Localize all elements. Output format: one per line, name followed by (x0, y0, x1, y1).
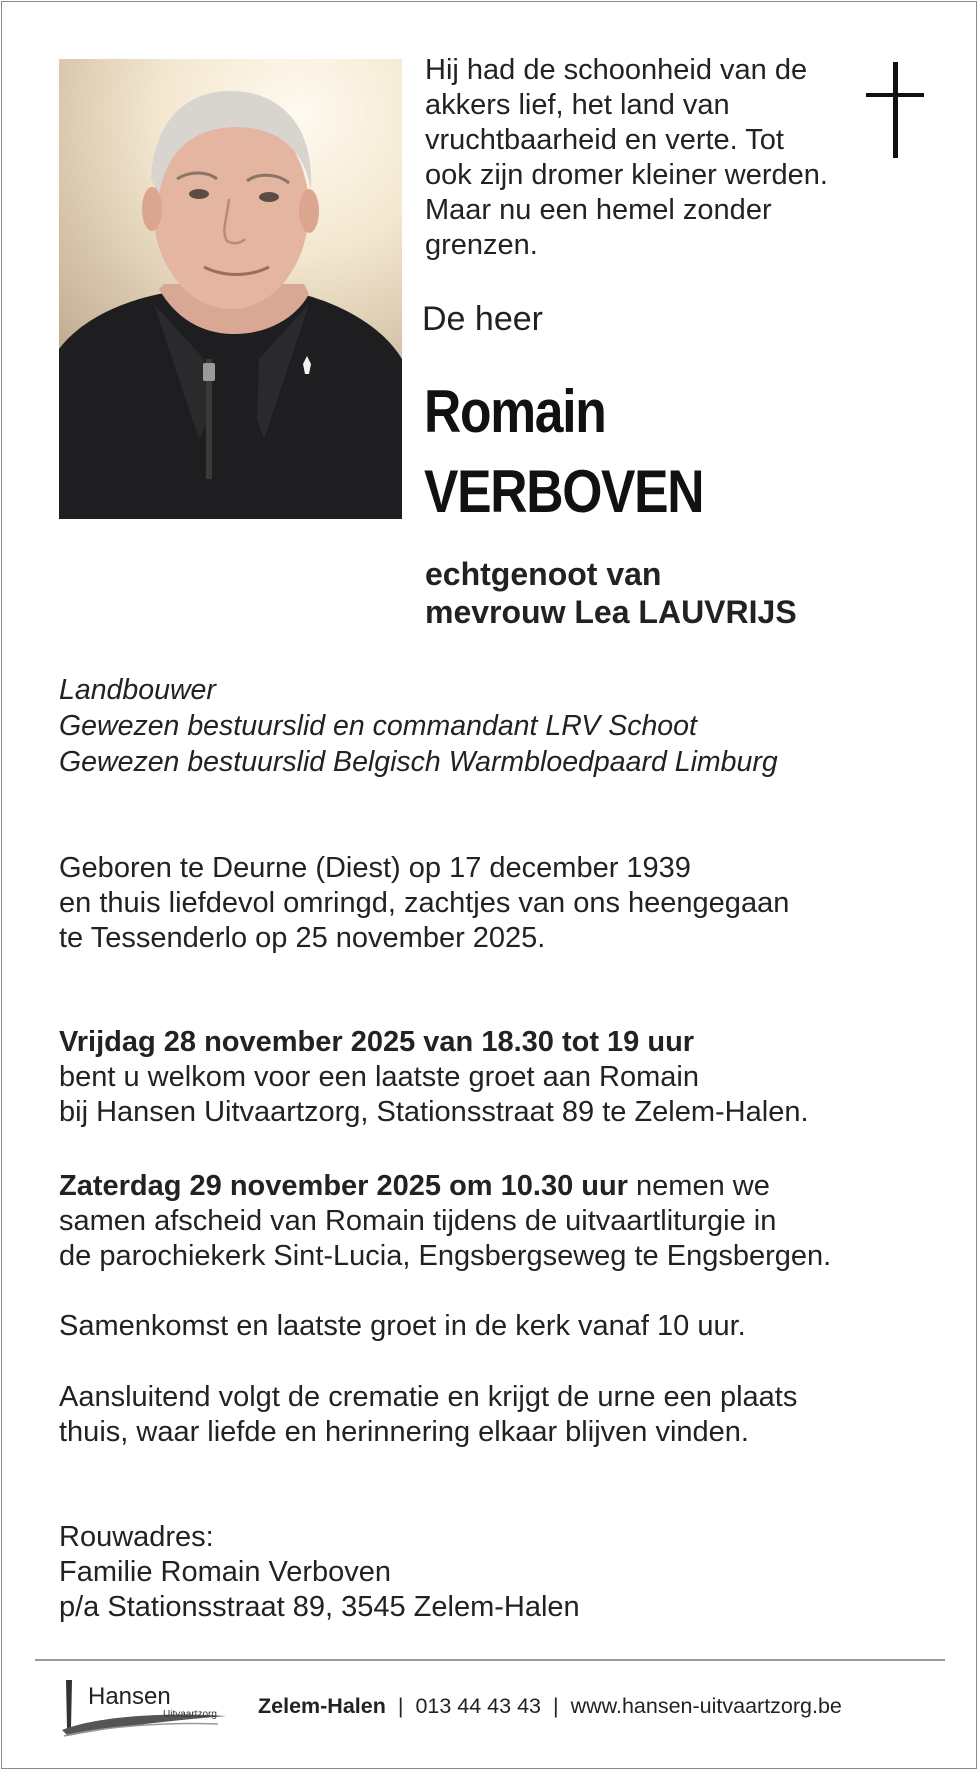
honorific: De heer (422, 300, 543, 338)
cross-icon (866, 62, 924, 158)
footer-website[interactable]: www.hansen-uitvaartzorg.be (570, 1694, 842, 1718)
funeral-date: Zaterdag 29 november 2025 om 10.30 uur (59, 1170, 628, 1202)
footer-divider (35, 1659, 945, 1661)
visitation-block (59, 1025, 809, 1130)
memorial-poem: Hij had de schoonheid van de akkers lief, het land van vruchtbaarheid en verte. Tot ook zijn dromer kleiner werden. Maar nu een hemel zonder grenzen. (425, 54, 828, 261)
birth-death-text: Geboren te Deurne (Diest) op 17 december 1939 en thuis liefdevol omringd, zachtjes van ons heengegaan te Tessenderlo op 25 november 2025. (59, 852, 790, 954)
cremation-text: Aansluitend volgt de crematie en krijgt de urne een plaats thuis, waar liefde en herinnering elkaar blijven vinden. (59, 1381, 798, 1448)
role-item: Gewezen bestuurslid Belgisch Warmbloedpaard Limburg (59, 746, 778, 778)
role-item: Landbouwer (59, 674, 216, 706)
footer-separator: | (553, 1694, 559, 1718)
funeral-block (59, 1169, 831, 1274)
footer-phone: 013 44 43 43 (415, 1694, 541, 1718)
funeral-home-logo (58, 1676, 228, 1740)
footer-contact (258, 1694, 842, 1719)
gathering-text: Samenkomst en laatste groet in de kerk vanaf 10 uur. (59, 1310, 746, 1342)
logo-subtitle: Uitvaartzorg (163, 1709, 217, 1720)
portrait-photo (59, 59, 402, 519)
funeral-text-inline: nemen we (627, 1170, 770, 1202)
deceased-name: Romain VERBOVEN (424, 378, 704, 525)
logo-name: Hansen (88, 1683, 171, 1710)
footer-location: Zelem-Halen (258, 1694, 386, 1718)
spouse-line: echtgenoot van mevrouw Lea LAUVRIJS (425, 556, 797, 630)
funeral-text: samen afscheid van Romain tijdens de uitvaartliturgie in de parochiekerk Sint-Lucia, Engsbergseweg te Engsbergen. (59, 1205, 832, 1272)
role-item: Gewezen bestuurslid en commandant LRV Schoot (59, 710, 697, 742)
footer-separator: | (397, 1694, 404, 1718)
visitation-date: Vrijdag 28 november 2025 van 18.30 tot 19 uur (59, 1026, 695, 1058)
visitation-text: bent u welkom voor een laatste groet aan Romain bij Hansen Uitvaartzorg, Stationsstraat 89 te Zelem-Halen. (59, 1061, 809, 1128)
mourning-address: Rouwadres: Familie Romain Verboven p/a Stationsstraat 89, 3545 Zelem-Halen (59, 1521, 580, 1623)
roles-list (59, 672, 778, 780)
